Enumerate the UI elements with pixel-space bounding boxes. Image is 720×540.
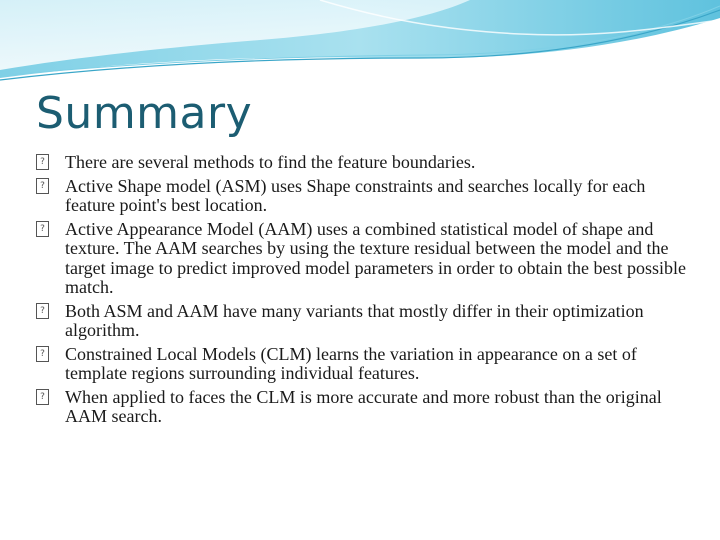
bullet-text: When applied to faces the CLM is more accurate and more robust than the original AAM search. [65, 386, 662, 426]
bullet-text: Constrained Local Models (CLM) learns the variation in appearance on a set of template regions surrounding individual features. [65, 343, 637, 383]
list-item [36, 388, 696, 427]
bullet-list [36, 153, 696, 431]
header-wave-decoration [0, 0, 720, 95]
bullet-marker-icon: ? [36, 178, 49, 194]
bullet-marker-icon: ? [36, 221, 49, 237]
list-item [36, 153, 696, 173]
bullet-text: Both ASM and AAM have many variants that mostly differ in their optimization algorithm. [65, 300, 644, 340]
bullet-text: Active Shape model (ASM) uses Shape constraints and searches locally for each feature point's best location. [65, 175, 646, 215]
bullet-marker-icon: ? [36, 346, 49, 362]
list-item [36, 302, 696, 341]
bullet-marker-icon: ? [36, 154, 49, 170]
bullet-text: Active Appearance Model (AAM) uses a combined statistical model of shape and texture. The AAM searches by using the texture residual between the model and the target image to predict improved model parameters in order to obtain the best possible match. [65, 218, 686, 297]
list-item [36, 177, 696, 216]
bullet-text: There are several methods to find the feature boundaries. [65, 152, 476, 172]
list-item [36, 345, 696, 384]
bullet-marker-icon: ? [36, 303, 49, 319]
page-title: Summary [36, 88, 253, 139]
bullet-marker-icon: ? [36, 389, 49, 405]
list-item [36, 220, 696, 298]
